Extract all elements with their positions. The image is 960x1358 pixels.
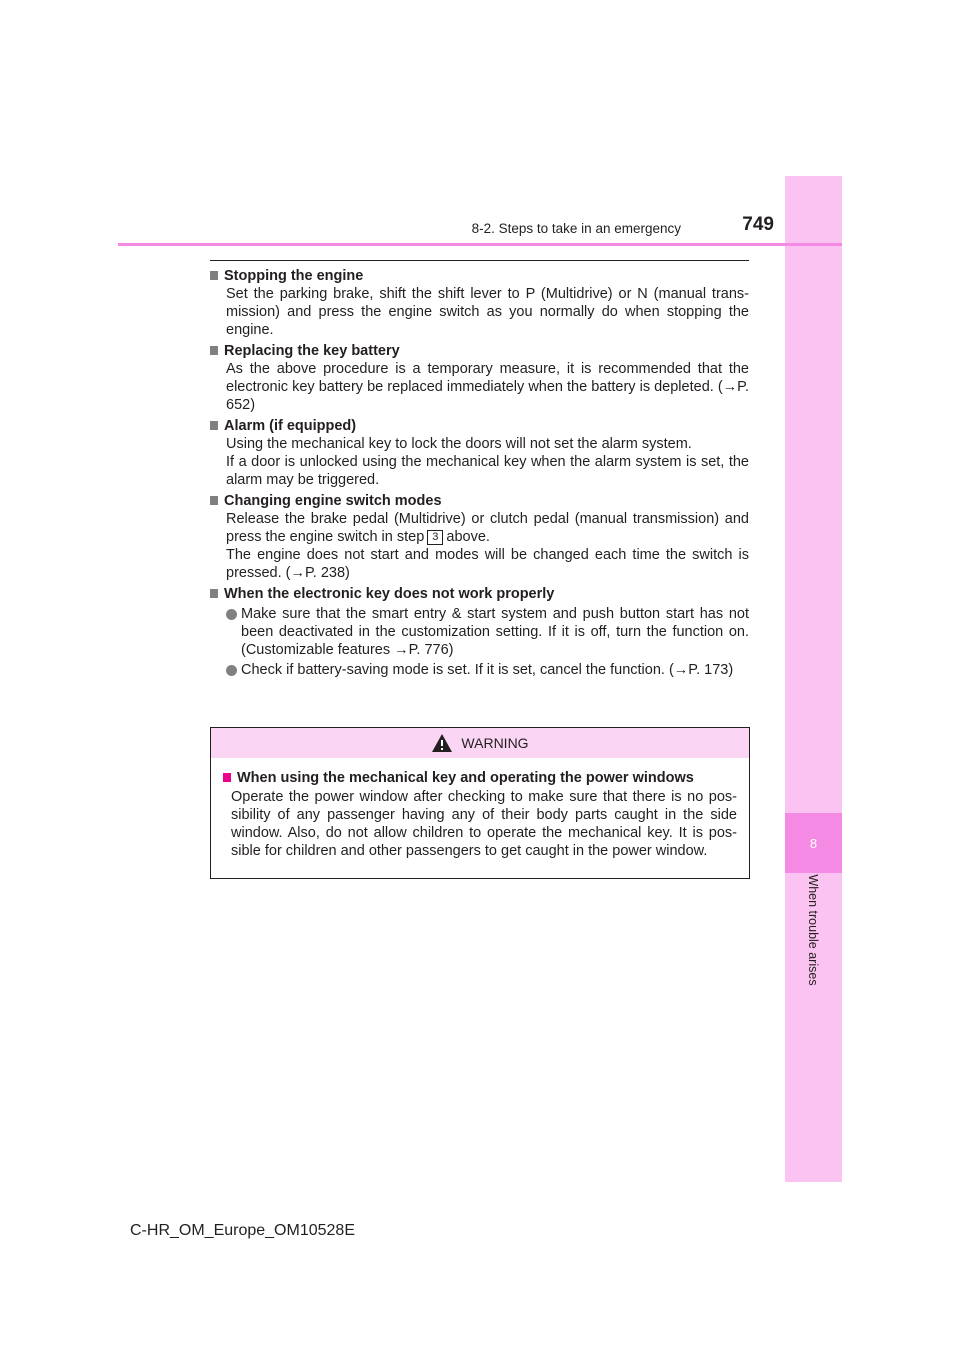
warning-text: Operate the power window after checking to make sure that there is no pos-sibility of any passenger having any of their body parts caught in the side window. Also, do not allow children to operate the mechanical key. It is pos-sible for children and other passengers to get caught in the power window. (231, 789, 737, 859)
section-body (210, 510, 749, 546)
warning-label: WARNING (461, 735, 529, 751)
content-divider (210, 260, 749, 261)
list-item: Check if battery-saving mode is set. If it is set, cancel the function. (→P. 173) (210, 661, 749, 679)
warning-title: When using the mechanical key and operating the power windows (237, 770, 694, 786)
section-body-line: The engine does not start and modes will be changed each time the switch is pressed. (→P. 238) (226, 547, 749, 581)
square-bullet-icon (210, 346, 218, 355)
chapter-sidebar (785, 176, 842, 1182)
circle-bullet-icon (226, 609, 237, 620)
warning-box (210, 727, 750, 879)
section-title: Changing engine switch modes (224, 493, 442, 509)
square-bullet-icon (210, 496, 218, 505)
chapter-title: When trouble arises (806, 874, 820, 986)
section-engine-switch-modes (210, 492, 749, 582)
section-body: As the above procedure is a temporary measure, it is recommended that the electronic key battery be replaced immediately when the battery is depleted. (→P. 652) (226, 361, 749, 413)
section-title: Stopping the engine (224, 268, 364, 284)
section-body-line: Using the mechanical key to lock the doors will not set the alarm system. (226, 436, 692, 452)
section-title: Alarm (if equipped) (224, 418, 357, 434)
section-title: Replacing the key battery (224, 343, 400, 359)
section-stopping-engine (210, 267, 749, 339)
square-bullet-icon (223, 773, 231, 782)
body-text: Release the brake pedal (Multidrive) or clutch pedal (manual transmission) and press the engine switch in step (226, 511, 749, 545)
content-area (210, 267, 749, 682)
section-alarm (210, 417, 749, 489)
square-bullet-icon (210, 589, 218, 598)
header-divider (118, 243, 842, 246)
section-title: When the electronic key does not work properly (224, 586, 555, 602)
warning-header (211, 728, 749, 758)
section-header-title: 8-2. Steps to take in an emergency (471, 221, 681, 236)
chapter-number-tab[interactable]: 8 (785, 813, 842, 873)
section-body-line: If a door is unlocked using the mechanical key when the alarm system is set, the alarm may be triggered. (226, 454, 749, 488)
section-replacing-key-battery (210, 342, 749, 414)
body-text: above. (446, 529, 490, 545)
step-reference: 3 (427, 530, 443, 545)
warning-body (211, 758, 749, 860)
warning-triangle-icon (431, 733, 453, 753)
section-electronic-key (210, 585, 749, 679)
circle-bullet-icon (226, 665, 237, 676)
footer-doc-id: C-HR_OM_Europe_OM10528E (130, 1222, 355, 1239)
section-body: Set the parking brake, shift the shift lever to P (Multidrive) or N (manual trans-mission) and press the engine switch as you normally do when stopping the engine. (226, 286, 749, 338)
page-number: 749 (742, 214, 774, 235)
square-bullet-icon (210, 421, 218, 430)
list-item: Make sure that the smart entry & start system and push button start has not been deactivated in the customization setting. If it is off, turn the function on. (Customizable features →P. 776) (210, 605, 749, 659)
square-bullet-icon (210, 271, 218, 280)
